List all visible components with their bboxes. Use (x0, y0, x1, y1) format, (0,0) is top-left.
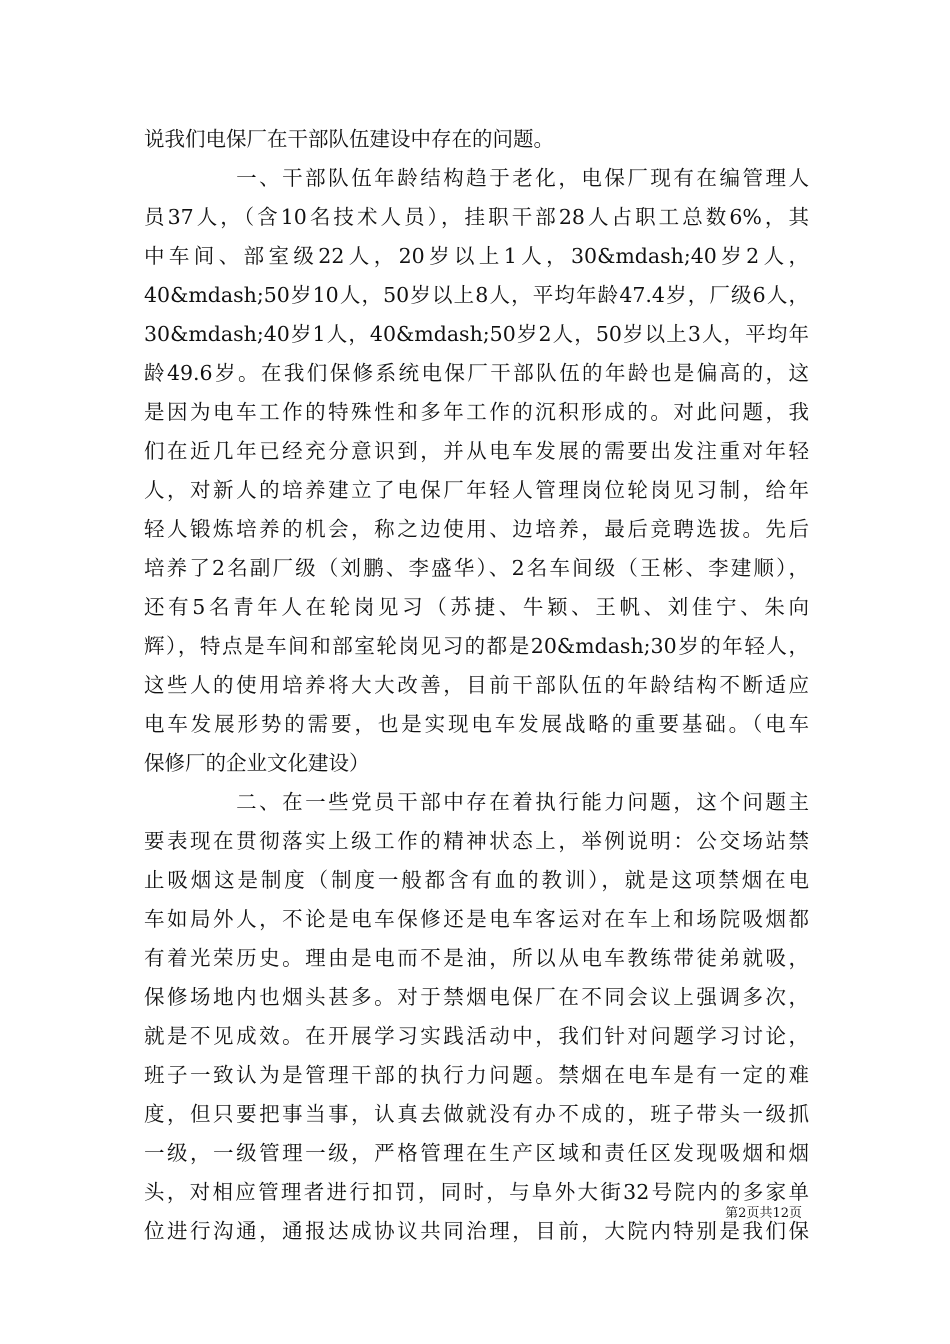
text-line: 一级，一级管理一级，严格管理在生产区域和责任区发现吸烟和烟 (144, 1141, 809, 1165)
text-line: 二、在一些党员干部中存在着执行能力问题，这个问题主 (144, 790, 809, 814)
text-line: 头，对相应管理者进行扣罚，同时，与阜外大街32号院内的多家单 (144, 1180, 809, 1204)
text-line: 保修场地内也烟头甚多。对于禁烟电保厂在不同会议上强调多次， (144, 985, 809, 1009)
text-line: 这些人的使用培养将大大改善，目前干部队伍的年龄结构不断适应 (144, 673, 809, 697)
text-line: 就是不见成效。在开展学习实践活动中，我们针对问题学习讨论， (144, 1024, 809, 1048)
text-line: 电车发展形势的需要，也是实现电车发展战略的重要基础。（电车 (144, 712, 809, 736)
page-number: 第2页共12页 (725, 1206, 802, 1221)
text-line: 辉），特点是车间和部室轮岗见习的都是20&mdash;30岁的年轻人， (144, 634, 809, 658)
text-line: 说我们电保厂在干部队伍建设中存在的问题。 (144, 127, 554, 151)
text-line: 人，对新人的培养建立了电保厂年轻人管理岗位轮岗见习制，给年 (144, 478, 809, 502)
text-line: 保修厂的企业文化建设） (144, 751, 370, 775)
text-line: 们在近几年已经充分意识到，并从电车发展的需要出发注重对年轻 (144, 439, 809, 463)
text-line: 班子一致认为是管理干部的执行力问题。禁烟在电车是有一定的难 (144, 1063, 809, 1087)
text-line: 是因为电车工作的特殊性和多年工作的沉积形成的。对此问题，我 (144, 400, 809, 424)
text-line: 员37人，（含10名技术人员），挂职干部28人占职工总数6%，其 (144, 205, 809, 229)
text-line: 要表现在贯彻落实上级工作的精神状态上，举例说明：公交场站禁 (144, 829, 809, 853)
text-line: 度，但只要把事当事，认真去做就没有办不成的，班子带头一级抓 (144, 1102, 809, 1126)
text-line: 龄49.6岁。在我们保修系统电保厂干部队伍的年龄也是偏高的，这 (144, 361, 809, 385)
text-line: 中车间、部室级22人，20岁以上1人，30&mdash;40岁2人， (144, 244, 809, 268)
text-line: 40&mdash;50岁10人，50岁以上8人，平均年龄47.4岁，厂级6人， (144, 283, 809, 307)
text-line: 30&mdash;40岁1人，40&mdash;50岁2人，50岁以上3人，平均年 (144, 322, 809, 346)
text-line: 轻人锻炼培养的机会，称之边使用、边培养，最后竞聘选拔。先后 (144, 517, 809, 541)
text-line: 培养了2名副厂级（刘鹏、李盛华）、2名车间级（王彬、李建顺）， (144, 556, 809, 580)
text-line: 一、干部队伍年龄结构趋于老化，电保厂现有在编管理人 (144, 166, 809, 190)
text-line: 位进行沟通，通报达成协议共同治理，目前，大院内特别是我们保 (144, 1219, 809, 1243)
text-line: 还有5名青年人在轮岗见习（苏捷、牛颖、王帆、刘佳宁、朱向 (144, 595, 809, 619)
text-line: 车如局外人，不论是电车保修还是电车客运对在车上和场院吸烟都 (144, 907, 809, 931)
text-line: 有着光荣历史。理由是电而不是油，所以从电车教练带徒弟就吸， (144, 946, 809, 970)
document-body (144, 120, 809, 1251)
text-line: 止吸烟这是制度（制度一般都含有血的教训），就是这项禁烟在电 (144, 868, 809, 892)
